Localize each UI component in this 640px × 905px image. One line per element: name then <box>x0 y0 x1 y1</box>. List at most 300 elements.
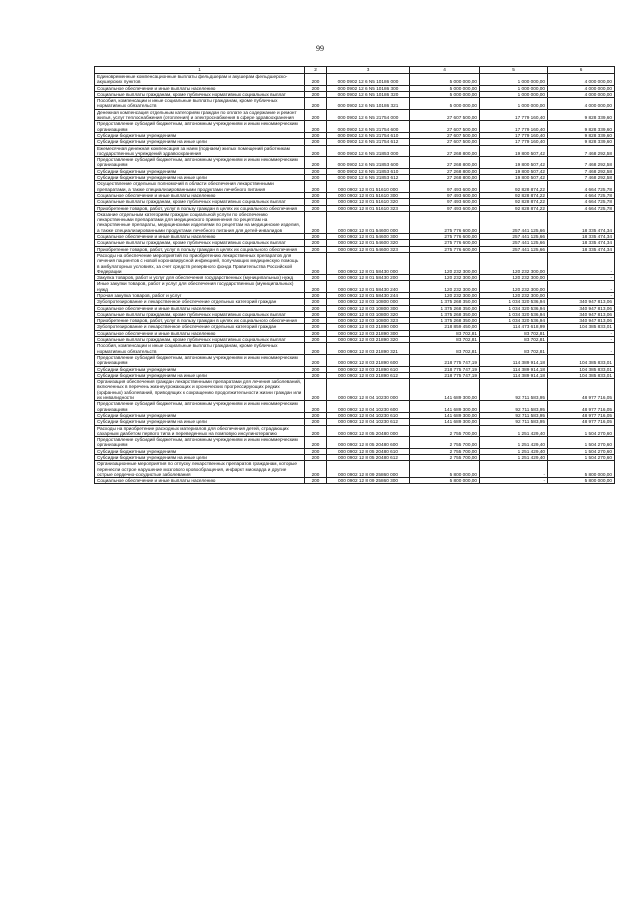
column-header: 3 <box>327 67 410 74</box>
row-approved-cell: 5 000 000,00 <box>410 74 480 86</box>
row-code-cell: 200 <box>305 192 327 198</box>
row-name-cell: Оказание отдельным категориям граждан социальной услуги по обеспечению лекарственными препаратами для медицинского применения по рецептам на лекарственные препараты, медицинскими изделиями по рецептам на медицинские изделия, а также специализированными продуктами лечебного питания для детей-инвалидов <box>95 211 305 233</box>
row-code-cell: 200 <box>305 318 327 324</box>
row-unexecuted-cell: - <box>548 343 615 355</box>
row-unexecuted-cell: - <box>548 337 615 343</box>
table-row <box>95 354 615 366</box>
row-kbk-cell: 000 0902 12 6 N5 10186 000 <box>327 74 410 86</box>
row-executed-cell: 1 034 320 536,94 <box>480 299 548 305</box>
table-row <box>95 448 615 454</box>
row-executed-cell: 83 702,81 <box>480 330 548 336</box>
row-name-cell: Предоставление субсидий бюджетным, автономным учреждениям и иным некоммерческим организациям <box>95 121 305 133</box>
row-executed-cell: - <box>480 478 548 484</box>
row-executed-cell: 114 389 914,18 <box>480 354 548 366</box>
table-row <box>95 234 615 240</box>
table-row <box>95 455 615 461</box>
row-unexecuted-cell: 104 385 833,01 <box>548 372 615 378</box>
table-row <box>95 199 615 205</box>
row-name-cell: Пособия, компенсации и иные социальные выплаты гражданам, кроме публичных нормативных обязательств <box>95 98 305 110</box>
row-kbk-cell: 000 0902 12 8 03 10800 300 <box>327 305 410 311</box>
row-name-cell: Социальные выплаты гражданам, кроме публичных нормативных социальных выплат <box>95 199 305 205</box>
row-approved-cell: 1 375 268 350,00 <box>410 318 480 324</box>
table-row <box>95 478 615 484</box>
row-unexecuted-cell: 48 977 716,05 <box>548 412 615 418</box>
row-unexecuted-cell: - <box>548 281 615 293</box>
row-unexecuted-cell: 18 335 474,34 <box>548 246 615 252</box>
row-code-cell: 200 <box>305 437 327 449</box>
row-kbk-cell: 000 0902 12 8 03 10800 323 <box>327 318 410 324</box>
row-approved-cell: 97 493 600,00 <box>410 181 480 193</box>
row-kbk-cell: 000 0902 12 8 01 54600 300 <box>327 234 410 240</box>
row-unexecuted-cell: 340 947 813,06 <box>548 318 615 324</box>
row-kbk-cell: 000 0902 12 6 N5 21853 610 <box>327 168 410 174</box>
row-code-cell: 200 <box>305 157 327 169</box>
table-row <box>95 98 615 110</box>
row-name-cell: Субсидии бюджетным учреждениям на иные цели <box>95 372 305 378</box>
row-approved-cell: 120 232 300,00 <box>410 275 480 281</box>
row-executed-cell: 1 034 320 536,94 <box>480 318 548 324</box>
row-executed-cell: 1 034 320 536,94 <box>480 305 548 311</box>
row-approved-cell: 2 755 700,00 <box>410 448 480 454</box>
table-row <box>95 366 615 372</box>
row-approved-cell: 5 000 000,00 <box>410 85 480 91</box>
row-unexecuted-cell: 5 800 000,00 <box>548 461 615 478</box>
row-kbk-cell: 000 0902 12 8 01 58430 240 <box>327 281 410 293</box>
row-name-cell: Субсидии бюджетным учреждениям <box>95 366 305 372</box>
column-header: 6 <box>548 67 615 74</box>
row-name-cell: Приобретение товаров, работ, услуг в пользу граждан в целях их социального обеспечения <box>95 205 305 211</box>
row-executed-cell: 19 800 507,42 <box>480 157 548 169</box>
row-approved-cell: 141 689 300,00 <box>410 412 480 418</box>
row-approved-cell: 97 493 600,00 <box>410 192 480 198</box>
row-code-cell: 200 <box>305 175 327 181</box>
row-approved-cell: 5 800 000,00 <box>410 478 480 484</box>
row-kbk-cell: 000 0902 12 8 05 20480 610 <box>327 448 410 454</box>
row-approved-cell: 83 702,81 <box>410 343 480 355</box>
row-executed-cell: 17 779 160,40 <box>480 139 548 145</box>
row-code-cell: 200 <box>305 311 327 317</box>
table-row <box>95 318 615 324</box>
row-unexecuted-cell: 18 335 474,34 <box>548 234 615 240</box>
row-kbk-cell: 000 0902 12 6 N5 21754 610 <box>327 132 410 138</box>
row-name-cell: Осуществление отдельных полномочий в области обеспечения лекарственными препаратами, а также специализированными продуктами лечебного питания <box>95 181 305 193</box>
row-unexecuted-cell: 4 664 725,78 <box>548 192 615 198</box>
row-kbk-cell: 000 0902 12 6 N5 21754 612 <box>327 139 410 145</box>
table-row <box>95 132 615 138</box>
row-kbk-cell: 000 0902 12 8 01 51610 320 <box>327 199 410 205</box>
row-code-cell: 200 <box>305 205 327 211</box>
row-unexecuted-cell: 4 000 000,00 <box>548 91 615 97</box>
row-executed-cell: 92 828 874,22 <box>480 192 548 198</box>
row-approved-cell: 1 375 268 350,00 <box>410 311 480 317</box>
row-unexecuted-cell: 104 385 833,01 <box>548 324 615 330</box>
row-approved-cell: 2 755 700,00 <box>410 455 480 461</box>
row-kbk-cell: 000 0902 12 8 03 10800 000 <box>327 299 410 305</box>
row-kbk-cell: 000 0902 12 8 03 21890 320 <box>327 337 410 343</box>
table-row <box>95 85 615 91</box>
table-row <box>95 168 615 174</box>
row-approved-cell: 27 607 500,00 <box>410 109 480 121</box>
row-unexecuted-cell: 7 468 292,58 <box>548 168 615 174</box>
budget-table <box>94 66 615 484</box>
row-code-cell: 200 <box>305 181 327 193</box>
row-code-cell: 200 <box>305 109 327 121</box>
row-unexecuted-cell: 7 468 292,58 <box>548 145 615 157</box>
row-approved-cell: 97 493 600,00 <box>410 205 480 211</box>
row-name-cell: Социальное обеспечение и иные выплаты населению <box>95 192 305 198</box>
row-approved-cell: 27 268 800,00 <box>410 175 480 181</box>
row-unexecuted-cell: 340 947 813,06 <box>548 305 615 311</box>
row-kbk-cell: 000 0902 12 8 01 58430 000 <box>327 252 410 274</box>
row-unexecuted-cell: 104 385 833,01 <box>548 366 615 372</box>
table-row <box>95 292 615 298</box>
table-row <box>95 437 615 449</box>
row-kbk-cell: 000 0902 12 6 N5 10186 321 <box>327 98 410 110</box>
row-kbk-cell: 000 0902 12 8 04 10230 600 <box>327 401 410 413</box>
row-name-cell: Денежная компенсация отдельным категориям граждан по оплате за содержание и ремонт жилья, услуг теплоснабжения (отопления) и электроснабжения в сфере здравоохранения <box>95 109 305 121</box>
row-approved-cell: 141 689 300,00 <box>410 401 480 413</box>
header-row <box>95 67 615 74</box>
row-unexecuted-cell: 9 828 339,60 <box>548 139 615 145</box>
row-executed-cell: 114 389 914,18 <box>480 372 548 378</box>
table-row <box>95 299 615 305</box>
table-row <box>95 139 615 145</box>
row-kbk-cell: 000 0902 12 8 03 21890 600 <box>327 354 410 366</box>
row-unexecuted-cell: 5 800 000,00 <box>548 478 615 484</box>
row-unexecuted-cell: 48 977 716,05 <box>548 401 615 413</box>
row-executed-cell: 114 473 618,99 <box>480 324 548 330</box>
row-name-cell: Субсидии бюджетным учреждениям <box>95 412 305 418</box>
table-row <box>95 412 615 418</box>
row-unexecuted-cell: 1 504 270,60 <box>548 455 615 461</box>
row-unexecuted-cell: - <box>548 292 615 298</box>
row-unexecuted-cell: 4 000 000,00 <box>548 98 615 110</box>
row-executed-cell: 19 800 507,42 <box>480 168 548 174</box>
row-code-cell: 200 <box>305 252 327 274</box>
row-code-cell: 200 <box>305 211 327 233</box>
row-code-cell: 200 <box>305 145 327 157</box>
row-approved-cell: 27 607 500,00 <box>410 132 480 138</box>
row-kbk-cell: 000 0902 12 6 N5 21853 612 <box>327 175 410 181</box>
column-header: 4 <box>410 67 480 74</box>
row-name-cell: Социальные выплаты гражданам, кроме публичных нормативных социальных выплат <box>95 337 305 343</box>
row-code-cell: 200 <box>305 448 327 454</box>
table-row <box>95 461 615 478</box>
row-approved-cell: 120 232 300,00 <box>410 281 480 293</box>
row-executed-cell: 19 800 507,42 <box>480 175 548 181</box>
row-unexecuted-cell: 1 504 270,60 <box>548 437 615 449</box>
row-executed-cell: 1 034 320 536,94 <box>480 311 548 317</box>
table-row <box>95 211 615 233</box>
row-kbk-cell: 000 0902 12 6 N5 21853 600 <box>327 157 410 169</box>
row-name-cell: Субсидии бюджетным учреждениям на иные цели <box>95 175 305 181</box>
table-row <box>95 246 615 252</box>
row-code-cell: 200 <box>305 461 327 478</box>
row-approved-cell: 275 776 600,00 <box>410 234 480 240</box>
row-approved-cell: 27 268 800,00 <box>410 168 480 174</box>
row-unexecuted-cell: 1 504 270,60 <box>548 425 615 437</box>
row-name-cell: Организация обеспечения граждан лекарственными препаратами для лечения заболеваний, включенных в перечень жизнеугрожающих и хронических прогрессирующих редких (орфанных) заболеваний, приводящих к сокращению продолжительности жизни граждан или их инвалидности <box>95 379 305 401</box>
row-name-cell: Прочая закупка товаров, работ и услуг <box>95 292 305 298</box>
row-executed-cell: 92 711 583,95 <box>480 412 548 418</box>
table-row <box>95 305 615 311</box>
table-row <box>95 252 615 274</box>
row-approved-cell: 83 702,81 <box>410 337 480 343</box>
row-name-cell: Субсидии бюджетным учреждениям <box>95 168 305 174</box>
row-executed-cell: 1 000 000,00 <box>480 91 548 97</box>
row-name-cell: Субсидии бюджетным учреждениям <box>95 448 305 454</box>
row-code-cell: 200 <box>305 85 327 91</box>
row-code-cell: 200 <box>305 199 327 205</box>
row-executed-cell: 92 828 874,22 <box>480 205 548 211</box>
row-kbk-cell: 000 0902 12 8 03 21890 321 <box>327 343 410 355</box>
column-header: 2 <box>305 67 327 74</box>
row-kbk-cell: 000 0902 12 8 04 10230 000 <box>327 379 410 401</box>
row-code-cell: 200 <box>305 91 327 97</box>
row-executed-cell: 257 441 125,66 <box>480 234 548 240</box>
row-name-cell: Приобретение товаров, работ, услуг в пользу граждан в целях их социального обеспечения <box>95 246 305 252</box>
row-unexecuted-cell: 340 947 813,06 <box>548 299 615 305</box>
row-approved-cell: 2 755 700,00 <box>410 425 480 437</box>
row-name-cell: Зубопротезирование и лекарственное обеспечение отдельных категорий граждан <box>95 324 305 330</box>
row-name-cell: Предоставление субсидий бюджетным, автономным учреждениям и иным некоммерческим организациям <box>95 157 305 169</box>
row-kbk-cell: 000 0902 12 6 N5 21853 000 <box>327 145 410 157</box>
row-kbk-cell: 000 0902 12 8 01 51610 323 <box>327 205 410 211</box>
row-approved-cell: 2 755 700,00 <box>410 437 480 449</box>
table-header <box>95 67 615 74</box>
table-row <box>95 121 615 133</box>
row-kbk-cell: 000 0902 12 6 N5 10186 320 <box>327 91 410 97</box>
row-kbk-cell: 000 0902 12 8 03 21890 000 <box>327 324 410 330</box>
table-row <box>95 401 615 413</box>
row-executed-cell: 257 441 125,66 <box>480 246 548 252</box>
row-code-cell: 200 <box>305 478 327 484</box>
row-executed-cell: 92 711 583,95 <box>480 401 548 413</box>
table-row <box>95 192 615 198</box>
table-row <box>95 109 615 121</box>
row-executed-cell: 17 779 160,40 <box>480 121 548 133</box>
row-code-cell: 200 <box>305 343 327 355</box>
table-row <box>95 205 615 211</box>
table-row <box>95 240 615 246</box>
row-code-cell: 200 <box>305 412 327 418</box>
row-executed-cell: 1 000 000,00 <box>480 74 548 86</box>
row-kbk-cell: 000 0902 12 8 01 54600 000 <box>327 211 410 233</box>
row-name-cell: Социальные выплаты гражданам, кроме публичных нормативных социальных выплат <box>95 311 305 317</box>
row-name-cell: Единовременные компенсационные выплаты фельдшерам и акушерам фельдшерско-акушерских пунктов <box>95 74 305 86</box>
row-name-cell: Зубопротезирование и лекарственное обеспечение отдельных категорий граждан <box>95 299 305 305</box>
row-kbk-cell: 000 0902 12 8 09 25860 300 <box>327 478 410 484</box>
row-kbk-cell: 000 0902 12 8 04 10230 610 <box>327 412 410 418</box>
row-approved-cell: 5 000 000,00 <box>410 98 480 110</box>
table-body <box>95 74 615 484</box>
row-executed-cell: 120 232 300,00 <box>480 281 548 293</box>
row-unexecuted-cell: 18 335 474,34 <box>548 240 615 246</box>
row-code-cell: 200 <box>305 168 327 174</box>
row-code-cell: 200 <box>305 419 327 425</box>
row-approved-cell: 5 000 000,00 <box>410 91 480 97</box>
table-row <box>95 311 615 317</box>
row-name-cell: Организационные мероприятия по отпуску лекарственных препаратов гражданам, которые перенесли острое нарушение мозгового кровообращения, инфаркт миокарда и другие острые сердечно-сосудистые заболевания <box>95 461 305 478</box>
row-approved-cell: 218 859 450,00 <box>410 324 480 330</box>
row-approved-cell: 120 232 300,00 <box>410 292 480 298</box>
row-code-cell: 200 <box>305 401 327 413</box>
table-row <box>95 91 615 97</box>
row-executed-cell: 1 251 429,40 <box>480 425 548 437</box>
row-unexecuted-cell: 4 664 725,78 <box>548 199 615 205</box>
row-code-cell: 200 <box>305 246 327 252</box>
row-approved-cell: 141 689 300,00 <box>410 379 480 401</box>
row-kbk-cell: 000 0902 12 8 01 54600 323 <box>327 246 410 252</box>
table-row <box>95 337 615 343</box>
row-executed-cell: 19 800 507,42 <box>480 145 548 157</box>
row-unexecuted-cell: 4 664 725,78 <box>548 181 615 193</box>
row-kbk-cell: 000 0902 12 8 03 21890 610 <box>327 366 410 372</box>
row-unexecuted-cell: 7 468 292,58 <box>548 157 615 169</box>
row-executed-cell: 83 702,81 <box>480 343 548 355</box>
row-executed-cell: 92 828 874,22 <box>480 181 548 193</box>
row-kbk-cell: 000 0902 12 8 01 58430 244 <box>327 292 410 298</box>
row-unexecuted-cell: - <box>548 275 615 281</box>
row-executed-cell: 17 779 160,40 <box>480 132 548 138</box>
row-name-cell: Субсидии бюджетным учреждениям на иные цели <box>95 139 305 145</box>
row-kbk-cell: 000 0902 12 6 N5 21754 600 <box>327 121 410 133</box>
table-row <box>95 157 615 169</box>
column-header: 5 <box>480 67 548 74</box>
row-code-cell: 200 <box>305 299 327 305</box>
row-name-cell: Приобретение товаров, работ, услуг в пользу граждан в целях их социального обеспечения <box>95 318 305 324</box>
row-name-cell: Иные закупки товаров, работ и услуг для обеспечения государственных (муниципальных) нужд <box>95 281 305 293</box>
row-approved-cell: 27 607 500,00 <box>410 139 480 145</box>
row-unexecuted-cell: 9 828 339,60 <box>548 132 615 138</box>
row-approved-cell: 218 775 747,19 <box>410 372 480 378</box>
row-name-cell: Закупка товаров, работ и услуг для обеспечения государственных (муниципальных) нужд <box>95 275 305 281</box>
row-executed-cell: 83 702,81 <box>480 337 548 343</box>
row-code-cell: 200 <box>305 98 327 110</box>
row-unexecuted-cell: 4 664 725,78 <box>548 205 615 211</box>
row-kbk-cell: 000 0902 12 8 05 20480 612 <box>327 455 410 461</box>
row-executed-cell: - <box>480 461 548 478</box>
table-row <box>95 281 615 293</box>
row-name-cell: Предоставление субсидий бюджетным, автономным учреждениям и иным некоммерческим организациям <box>95 354 305 366</box>
row-kbk-cell: 000 0902 12 8 05 20480 000 <box>327 425 410 437</box>
row-approved-cell: 1 375 268 350,00 <box>410 299 480 305</box>
row-approved-cell: 27 607 500,00 <box>410 121 480 133</box>
row-name-cell: Субсидии бюджетным учреждениям на иные цели <box>95 419 305 425</box>
row-approved-cell: 275 776 600,00 <box>410 240 480 246</box>
row-kbk-cell: 000 0902 12 8 01 51610 000 <box>327 181 410 193</box>
row-code-cell: 200 <box>305 330 327 336</box>
row-name-cell: Социальное обеспечение и иные выплаты населению <box>95 85 305 91</box>
row-kbk-cell: 000 0902 12 8 01 51610 300 <box>327 192 410 198</box>
row-unexecuted-cell: 48 977 716,05 <box>548 419 615 425</box>
row-unexecuted-cell: 9 828 339,60 <box>548 121 615 133</box>
table-row <box>95 419 615 425</box>
row-approved-cell: 120 232 300,00 <box>410 252 480 274</box>
row-unexecuted-cell: 1 504 270,60 <box>548 448 615 454</box>
row-kbk-cell: 000 0902 12 8 05 20480 600 <box>327 437 410 449</box>
row-approved-cell: 218 775 747,19 <box>410 366 480 372</box>
row-kbk-cell: 000 0902 12 8 03 21890 300 <box>327 330 410 336</box>
row-code-cell: 200 <box>305 121 327 133</box>
row-unexecuted-cell: 4 000 000,00 <box>548 85 615 91</box>
row-code-cell: 200 <box>305 379 327 401</box>
row-name-cell: Социальное обеспечение и иные выплаты населению <box>95 478 305 484</box>
row-name-cell: Пособия, компенсации и иные социальные выплаты гражданам, кроме публичных нормативных обязательств <box>95 343 305 355</box>
table-row <box>95 175 615 181</box>
row-executed-cell: 120 232 300,00 <box>480 292 548 298</box>
row-code-cell: 200 <box>305 139 327 145</box>
row-approved-cell: 141 689 300,00 <box>410 419 480 425</box>
row-code-cell: 200 <box>305 372 327 378</box>
table-row <box>95 343 615 355</box>
table-row <box>95 379 615 401</box>
row-name-cell: Социальные выплаты гражданам, кроме публичных нормативных социальных выплат <box>95 91 305 97</box>
row-executed-cell: 17 779 160,40 <box>480 109 548 121</box>
row-executed-cell: 114 389 914,18 <box>480 366 548 372</box>
row-kbk-cell: 000 0902 12 8 01 58430 200 <box>327 275 410 281</box>
row-approved-cell: 83 702,81 <box>410 330 480 336</box>
row-code-cell: 200 <box>305 275 327 281</box>
row-kbk-cell: 000 0902 12 8 03 21890 612 <box>327 372 410 378</box>
row-executed-cell: 1 251 429,40 <box>480 455 548 461</box>
row-executed-cell: 257 441 125,66 <box>480 211 548 233</box>
row-approved-cell: 5 800 000,00 <box>410 461 480 478</box>
row-name-cell: Социальное обеспечение и иные выплаты населению <box>95 234 305 240</box>
row-code-cell: 200 <box>305 240 327 246</box>
row-unexecuted-cell: 18 335 474,34 <box>548 211 615 233</box>
row-name-cell: Субсидии бюджетным учреждениям <box>95 132 305 138</box>
row-kbk-cell: 000 0902 12 8 04 10230 612 <box>327 419 410 425</box>
row-approved-cell: 27 268 800,00 <box>410 145 480 157</box>
row-code-cell: 200 <box>305 366 327 372</box>
row-executed-cell: 1 251 429,40 <box>480 448 548 454</box>
row-unexecuted-cell: 9 828 339,60 <box>548 109 615 121</box>
row-unexecuted-cell: - <box>548 252 615 274</box>
row-executed-cell: 92 711 583,95 <box>480 419 548 425</box>
row-code-cell: 200 <box>305 281 327 293</box>
table-row <box>95 372 615 378</box>
row-name-cell: Предоставление субсидий бюджетным, автономным учреждениям и иным некоммерческим организациям <box>95 401 305 413</box>
row-unexecuted-cell: 48 977 716,05 <box>548 379 615 401</box>
row-executed-cell: 120 232 300,00 <box>480 252 548 274</box>
row-code-cell: 200 <box>305 292 327 298</box>
row-kbk-cell: 000 0902 12 6 N5 21754 000 <box>327 109 410 121</box>
row-approved-cell: 27 268 800,00 <box>410 157 480 169</box>
column-header: 1 <box>95 67 305 74</box>
row-approved-cell: 275 776 600,00 <box>410 246 480 252</box>
row-unexecuted-cell: 7 468 292,58 <box>548 175 615 181</box>
table-row <box>95 275 615 281</box>
table-row <box>95 425 615 437</box>
row-code-cell: 200 <box>305 305 327 311</box>
row-executed-cell: 1 000 000,00 <box>480 85 548 91</box>
row-unexecuted-cell: 4 000 000,00 <box>548 74 615 86</box>
row-kbk-cell: 000 0902 12 6 N5 10186 300 <box>327 85 410 91</box>
row-name-cell: Ежемесячная денежная компенсация за наем (поднаем) жилых помещений работникам государственных учреждений здравоохранения <box>95 145 305 157</box>
row-name-cell: Расходы на приобретение расходных материалов для обеспечения детей, страдающих сахарным диабетом первого типа и переведенных на помповую инсулинотерапию <box>95 425 305 437</box>
row-executed-cell: 1 000 000,00 <box>480 98 548 110</box>
row-code-cell: 200 <box>305 425 327 437</box>
row-name-cell: Предоставление субсидий бюджетным, автономным учреждениям и иным некоммерческим организациям <box>95 437 305 449</box>
row-code-cell: 200 <box>305 74 327 86</box>
row-unexecuted-cell: - <box>548 330 615 336</box>
row-code-cell: 200 <box>305 234 327 240</box>
row-kbk-cell: 000 0902 12 8 03 10800 320 <box>327 311 410 317</box>
row-name-cell: Субсидии бюджетным учреждениям на иные цели <box>95 455 305 461</box>
row-executed-cell: 92 828 874,22 <box>480 199 548 205</box>
row-code-cell: 200 <box>305 132 327 138</box>
